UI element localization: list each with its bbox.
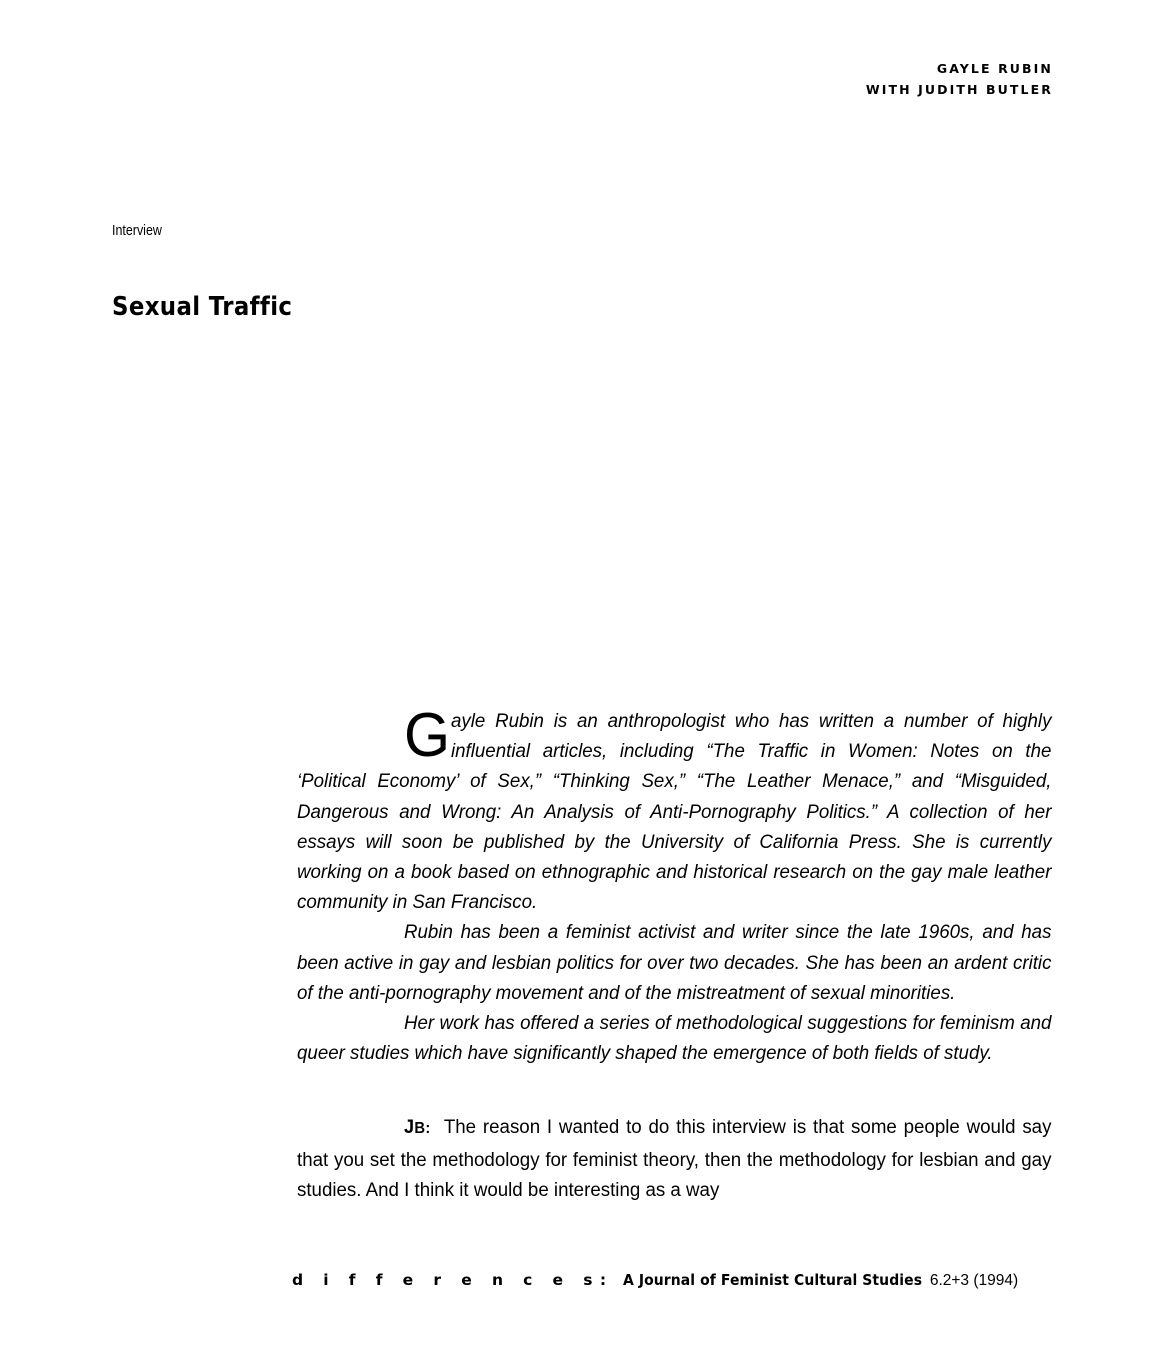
speaker-label-jb xyxy=(403,1117,431,1139)
running-head-coauthor: WITH JUDITH BUTLER xyxy=(865,82,1053,97)
page-footer xyxy=(292,1271,1018,1290)
footer-issue: 6.2+3 (1994) xyxy=(929,1272,1019,1289)
running-head xyxy=(0,58,1053,100)
article-kicker: Interview xyxy=(112,223,162,239)
article-body xyxy=(297,701,1052,1205)
intro-paragraph-2: Rubin has been a feminist activist and writer since the late 1960s, and has been active in gay and lesbian politics for over two decades. She has been an ardent critic of the anti-pornography movement and of the mistreatment of sexual minorities. xyxy=(297,921,1052,1004)
paragraph-spacer xyxy=(297,1068,1052,1112)
footer-journal-name: d i f f e r e n c e s: xyxy=(292,1271,614,1289)
running-head-author: GAYLE RUBIN xyxy=(936,61,1053,76)
drop-cap: G xyxy=(403,701,451,770)
interview-question-jb xyxy=(297,1112,1051,1205)
speaker-initial: J xyxy=(403,1117,415,1139)
speaker-rest: B xyxy=(414,1120,426,1138)
intro-paragraph-1-text: ayle Rubin is an anthropologist who has written a number of highly influential articles, including “The Traffic in Women: Notes on the ‘Political Economy’ of Sex,” “Thinking Sex,” “The Leather Menace,” and “Misguided, Dangerous and Wrong: An Analysis of Anti-Pornography Politics.” A collection of her essays will soon be published by the University of California Press. She is currently working on a book based on ethnographic and historical research on the gay male leather community in San Francisco. xyxy=(297,710,1052,914)
page-title: Sexual Traffic xyxy=(112,292,293,323)
intro-paragraph-1 xyxy=(297,701,1052,917)
interview-question-text: The reason I wanted to do this interview is that some people would say that you set the methodology for feminist theory, then the methodology for lesbian and gay studies. And I think it would be interesting as a way xyxy=(297,1116,1052,1201)
intro-paragraph-3: Her work has offered a series of methodological suggestions for feminism and queer studies which have significantly shaped the emergence of both fields of study. xyxy=(297,1012,1052,1065)
speaker-colon: : xyxy=(425,1120,431,1138)
footer-journal-subtitle: A Journal of Feminist Cultural Studies xyxy=(622,1271,922,1289)
